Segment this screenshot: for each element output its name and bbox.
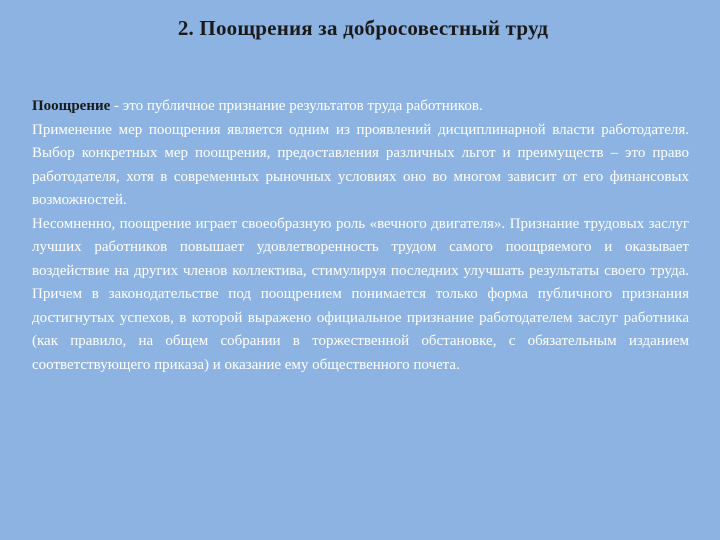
slide-body <box>32 95 689 377</box>
definition-paragraph <box>32 95 689 119</box>
body-paragraph-2: Применение мер поощрения является одним из проявлений дисциплинарной власти работодателя. Выбор конкретных мер поощрения, предоставления различных льгот и преимуществ – это право работодателя, хотя в современных рыночных условиях оно во многом зависит от его финансовых возможностей. <box>32 121 689 208</box>
definition-term: Поощрение <box>32 98 111 114</box>
slide-title: 2. Поощрения за добросовестный труд <box>177 16 549 40</box>
definition-text: - это публичное признание результатов труда работников. <box>110 98 483 114</box>
body-paragraph-3: Несомненно, поощрение играет своеобразную роль «вечного двигателя». Признание трудовых заслуг лучших работников повышает удовлетворенность трудом самого поощряемого и оказывает воздействие на других членов коллектива, стимулируя последних улучшать результаты своего труда. Причем в законодательстве под поощрением понимается только форма публичного признания достигнутых успехов, в которой выражено официальное признание работодателем заслуг работника (как правило, на общем собрании в торжественной обстановке, с обязательным изданием соответствующего приказа) и оказание ему общественного почета. <box>32 215 689 373</box>
